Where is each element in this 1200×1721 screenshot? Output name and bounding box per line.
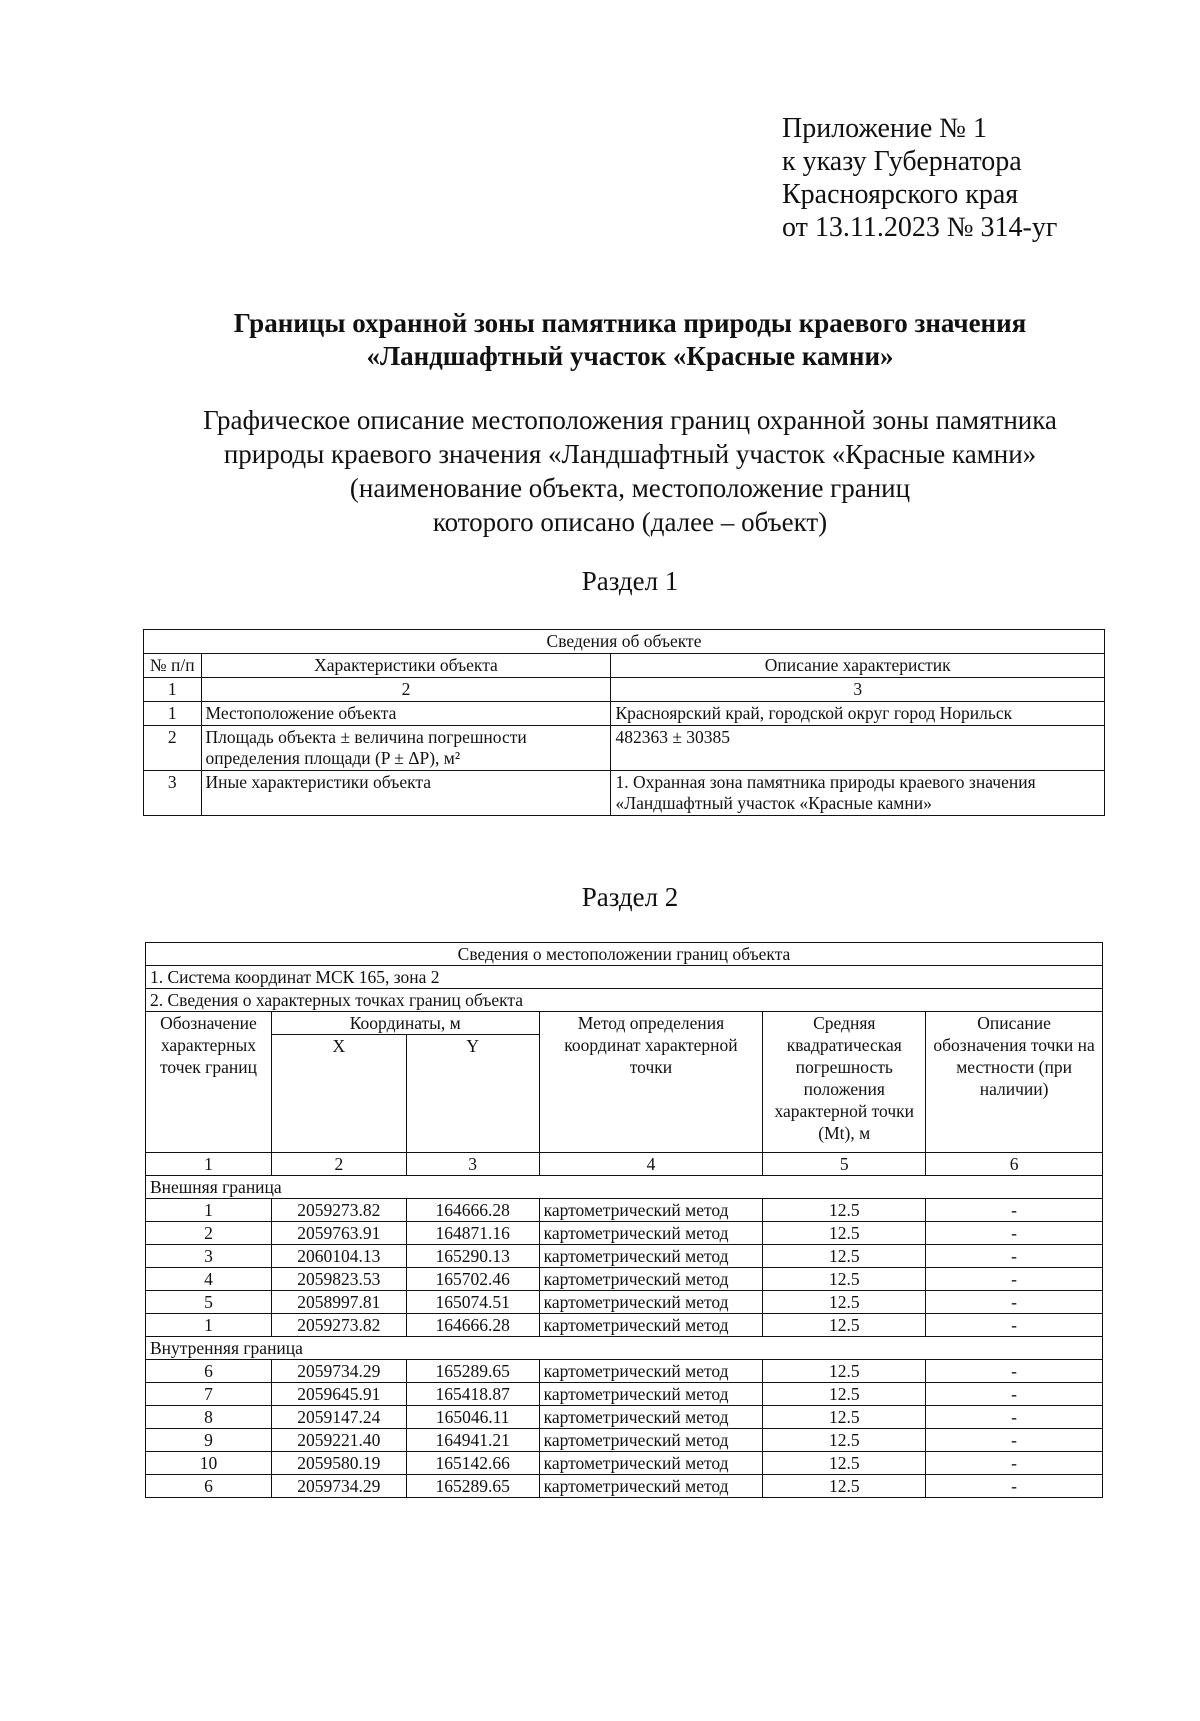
method: картометрический метод: [539, 1452, 763, 1475]
coord-y: 165289.65: [406, 1360, 539, 1383]
coord-y: 164666.28: [406, 1314, 539, 1337]
point-number: 10: [146, 1452, 272, 1475]
appendix-line: Приложение № 1: [782, 113, 987, 144]
appendix-line: к указу Губернатора: [782, 146, 1022, 177]
method: картометрический метод: [539, 1383, 763, 1406]
method: картометрический метод: [539, 1475, 763, 1498]
table-caption: Сведения о местоположении границ объекта: [146, 943, 1103, 966]
coord-x: 2059273.82: [271, 1199, 406, 1222]
coord-x: 2059734.29: [271, 1475, 406, 1498]
method: картометрический метод: [539, 1245, 763, 1268]
section-1-heading: Раздел 1: [581, 566, 679, 596]
point-number: 3: [146, 1245, 272, 1268]
point-number: 1: [146, 1199, 272, 1222]
table-row: [146, 1268, 1103, 1291]
method: картометрический метод: [539, 1291, 763, 1314]
row-description: Красноярский край, городской округ город Норильск: [611, 702, 1105, 726]
mean-error: 12.5: [763, 1245, 926, 1268]
point-description: -: [926, 1429, 1103, 1452]
coord-system: 1. Система координат МСК 165, зона 2: [146, 966, 1103, 989]
section-2-heading: Раздел 2: [581, 882, 679, 912]
points-caption: 2. Сведения о характерных точках границ объекта: [146, 989, 1103, 1012]
document-title: [80, 307, 1180, 373]
object-info-table: [143, 629, 1105, 816]
coord-x: 2059734.29: [271, 1360, 406, 1383]
mean-error: 12.5: [763, 1452, 926, 1475]
row-description: 1. Охранная зона памятника природы краевого значения «Ландшафтный участок «Красные камни»: [611, 771, 1105, 816]
table-row: [144, 702, 1105, 726]
point-description: -: [926, 1314, 1103, 1337]
header-method: Метод определения координат характерной точки: [539, 1012, 763, 1153]
point-number: 6: [146, 1475, 272, 1498]
point-number: 1: [146, 1314, 272, 1337]
table-row: [146, 1222, 1103, 1245]
table-row: [146, 1406, 1103, 1429]
mean-error: 12.5: [763, 1360, 926, 1383]
table-row: [146, 1245, 1103, 1268]
boundary-points-table: [145, 942, 1103, 1498]
index-cell: 2: [201, 678, 611, 702]
coord-y: 165418.87: [406, 1383, 539, 1406]
coord-y: 165290.13: [406, 1245, 539, 1268]
coord-y: 164666.28: [406, 1199, 539, 1222]
header-coords: Координаты, м: [271, 1012, 539, 1035]
index-cell: 4: [539, 1153, 763, 1176]
coord-x: 2058997.81: [271, 1291, 406, 1314]
method: картометрический метод: [539, 1199, 763, 1222]
coord-x: 2059645.91: [271, 1383, 406, 1406]
coord-x: 2060104.13: [271, 1245, 406, 1268]
coord-x: 2059273.82: [271, 1314, 406, 1337]
mean-error: 12.5: [763, 1291, 926, 1314]
mean-error: 12.5: [763, 1475, 926, 1498]
coord-y: 165074.51: [406, 1291, 539, 1314]
subtitle-line: природы краевого значения «Ландшафтный участок «Красные камни»: [223, 439, 1037, 469]
point-description: -: [926, 1268, 1103, 1291]
coord-x: 2059823.53: [271, 1268, 406, 1291]
point-number: 6: [146, 1360, 272, 1383]
point-number: 2: [146, 1222, 272, 1245]
row-num: 3: [144, 771, 202, 816]
document-subtitle: [80, 403, 1180, 539]
coord-y: 164941.21: [406, 1429, 539, 1452]
point-number: 7: [146, 1383, 272, 1406]
point-number: 8: [146, 1406, 272, 1429]
index-cell: 1: [146, 1153, 272, 1176]
table-row: [144, 771, 1105, 816]
point-description: -: [926, 1406, 1103, 1429]
subtitle-line: (наименование объекта, местоположение границ: [349, 473, 911, 503]
index-cell: 3: [406, 1153, 539, 1176]
index-cell: 6: [926, 1153, 1103, 1176]
header-x: X: [271, 1035, 406, 1153]
header-y: Y: [406, 1035, 539, 1153]
row-characteristic: Иные характеристики объекта: [201, 771, 611, 816]
mean-error: 12.5: [763, 1406, 926, 1429]
method: картометрический метод: [539, 1268, 763, 1291]
point-description: -: [926, 1452, 1103, 1475]
point-description: -: [926, 1383, 1103, 1406]
subtitle-line: которого описано (далее – объект): [432, 507, 828, 537]
method: картометрический метод: [539, 1429, 763, 1452]
point-number: 4: [146, 1268, 272, 1291]
title-line: «Ландшафтный участок «Красные камни»: [366, 341, 894, 371]
point-description: -: [926, 1360, 1103, 1383]
header-error: Средняя квадратическая погрешность положения характерной точки (Mt), м: [763, 1012, 926, 1153]
coord-y: 165142.66: [406, 1452, 539, 1475]
method: картометрический метод: [539, 1360, 763, 1383]
table-row: [146, 1314, 1103, 1337]
header-description: Описание характеристик: [611, 654, 1105, 678]
mean-error: 12.5: [763, 1383, 926, 1406]
mean-error: 12.5: [763, 1199, 926, 1222]
index-cell: 3: [611, 678, 1105, 702]
table-row: [146, 1475, 1103, 1498]
table-row: [146, 1383, 1103, 1406]
group-label: Внутренняя граница: [146, 1337, 1103, 1360]
row-characteristic: Площадь объекта ± величина погрешности определения площади (P ± ΔP), м²: [201, 726, 611, 771]
point-description: -: [926, 1245, 1103, 1268]
coord-y: 165702.46: [406, 1268, 539, 1291]
row-characteristic: Местоположение объекта: [201, 702, 611, 726]
subtitle-line: Графическое описание местоположения границ охранной зоны памятника: [203, 405, 1057, 435]
coord-y: 165289.65: [406, 1475, 539, 1498]
row-num: 2: [144, 726, 202, 771]
point-description: -: [926, 1199, 1103, 1222]
point-description: -: [926, 1291, 1103, 1314]
coord-y: 164871.16: [406, 1222, 539, 1245]
header-characteristics: Характеристики объекта: [201, 654, 611, 678]
row-description: 482363 ± 30385: [611, 726, 1105, 771]
row-num: 1: [144, 702, 202, 726]
coord-x: 2059147.24: [271, 1406, 406, 1429]
point-description: -: [926, 1475, 1103, 1498]
table-row: [146, 1452, 1103, 1475]
appendix-block: [782, 112, 1057, 244]
appendix-line: Красноярского края: [782, 179, 1019, 210]
index-cell: 2: [271, 1153, 406, 1176]
method: картометрический метод: [539, 1314, 763, 1337]
table-row: [146, 1199, 1103, 1222]
table-row: [146, 1291, 1103, 1314]
group-label: Внешняя граница: [146, 1176, 1103, 1199]
mean-error: 12.5: [763, 1429, 926, 1452]
method: картометрический метод: [539, 1222, 763, 1245]
table-row: [146, 1429, 1103, 1452]
title-line: Границы охранной зоны памятника природы краевого значения: [233, 308, 1027, 338]
table-row: [144, 726, 1105, 771]
mean-error: 12.5: [763, 1222, 926, 1245]
method: картометрический метод: [539, 1406, 763, 1429]
point-number: 5: [146, 1291, 272, 1314]
header-num: № п/п: [144, 654, 202, 678]
header-designation: Обозначение характерных точек границ: [146, 1012, 272, 1153]
table-caption: Сведения об объекте: [144, 630, 1105, 654]
coord-x: 2059221.40: [271, 1429, 406, 1452]
header-description: Описание обозначения точки на местности (при наличии): [926, 1012, 1103, 1153]
table-row: [146, 1360, 1103, 1383]
index-cell: 1: [144, 678, 202, 702]
appendix-line: от 13.11.2023 № 314-уг: [782, 212, 1058, 243]
mean-error: 12.5: [763, 1268, 926, 1291]
mean-error: 12.5: [763, 1314, 926, 1337]
index-cell: 5: [763, 1153, 926, 1176]
coord-x: 2059763.91: [271, 1222, 406, 1245]
point-number: 9: [146, 1429, 272, 1452]
coord-x: 2059580.19: [271, 1452, 406, 1475]
point-description: -: [926, 1222, 1103, 1245]
coord-y: 165046.11: [406, 1406, 539, 1429]
